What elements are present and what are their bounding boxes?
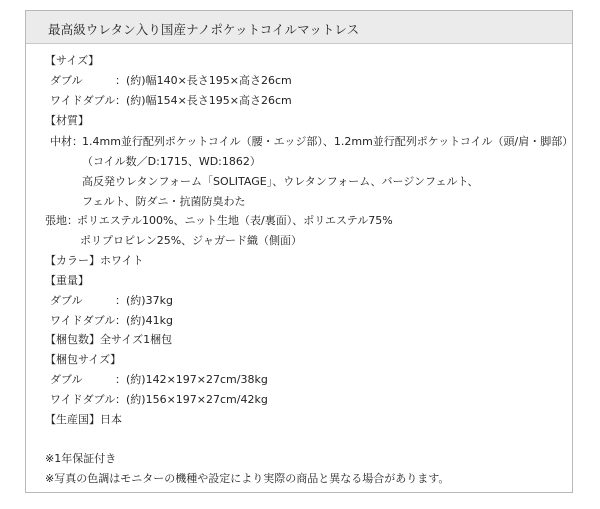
material-heading: 【材質】 <box>45 114 89 127</box>
fabric-line-1: ポリエステル100%、ニット生地（表/裏面）、ポリエステル75% <box>77 214 393 227</box>
color-heading: 【カラー】 <box>45 254 100 267</box>
size-value-double: ：(約)幅140×長さ195×高さ26cm <box>115 74 292 87</box>
package-count-row <box>45 333 172 347</box>
core-line-3: 高反発ウレタンフォーム「SOLITAGE」、ウレタンフォーム、バージンフェルト、 <box>82 175 479 188</box>
package-value-double: ：(約)142×197×27cm/38kg <box>115 373 268 386</box>
note-warranty: ※1年保証付き <box>45 452 117 465</box>
weight-heading: 【重量】 <box>45 274 89 287</box>
origin-row <box>45 413 122 427</box>
color-value: ホワイト <box>100 254 144 267</box>
origin-value: 日本 <box>100 413 122 426</box>
weight-label-double: ダブル <box>50 294 83 307</box>
spec-panel <box>25 10 573 493</box>
origin-heading: 【生産国】 <box>45 413 100 426</box>
fabric-label: 張地： <box>45 214 78 227</box>
panel-header <box>26 11 572 44</box>
weight-value-wide-double: ：(約)41kg <box>115 314 173 327</box>
core-label: 中材： <box>50 135 83 148</box>
package-label-wide-double: ワイドダブル <box>50 393 116 406</box>
note-color-disclaimer: ※写真の色調はモニターの機種や設定により実際の商品と異なる場合があります。 <box>45 472 450 485</box>
size-heading: 【サイズ】 <box>45 54 100 67</box>
core-line-2: （コイル数／D:1715、WD:1862） <box>82 155 261 168</box>
fabric-line-2: ポリプロピレン25%、ジャガード織（側面） <box>80 234 302 247</box>
color-row <box>45 254 144 268</box>
size-value-wide-double: ：(約)幅154×長さ195×高さ26cm <box>115 94 292 107</box>
package-count-value: 全サイズ1梱包 <box>100 333 173 346</box>
size-label-wide-double: ワイドダブル <box>50 94 116 107</box>
package-value-wide-double: ：(約)156×197×27cm/42kg <box>115 393 268 406</box>
package-label-double: ダブル <box>50 373 83 386</box>
core-line-1: 1.4mm並行配列ポケットコイル（腰・エッジ部）、1.2mm並行配列ポケットコイル（頭/肩・脚部） <box>82 135 574 148</box>
product-title: 最高級ウレタン入り国産ナノポケットコイルマットレス <box>48 22 360 37</box>
package-count-heading: 【梱包数】 <box>45 333 100 346</box>
size-label-double: ダブル <box>50 74 83 87</box>
weight-label-wide-double: ワイドダブル <box>50 314 116 327</box>
weight-value-double: ：(約)37kg <box>115 294 173 307</box>
package-size-heading: 【梱包サイズ】 <box>45 353 122 366</box>
core-line-4: フェルト、防ダニ・抗菌防臭わた <box>82 195 246 208</box>
